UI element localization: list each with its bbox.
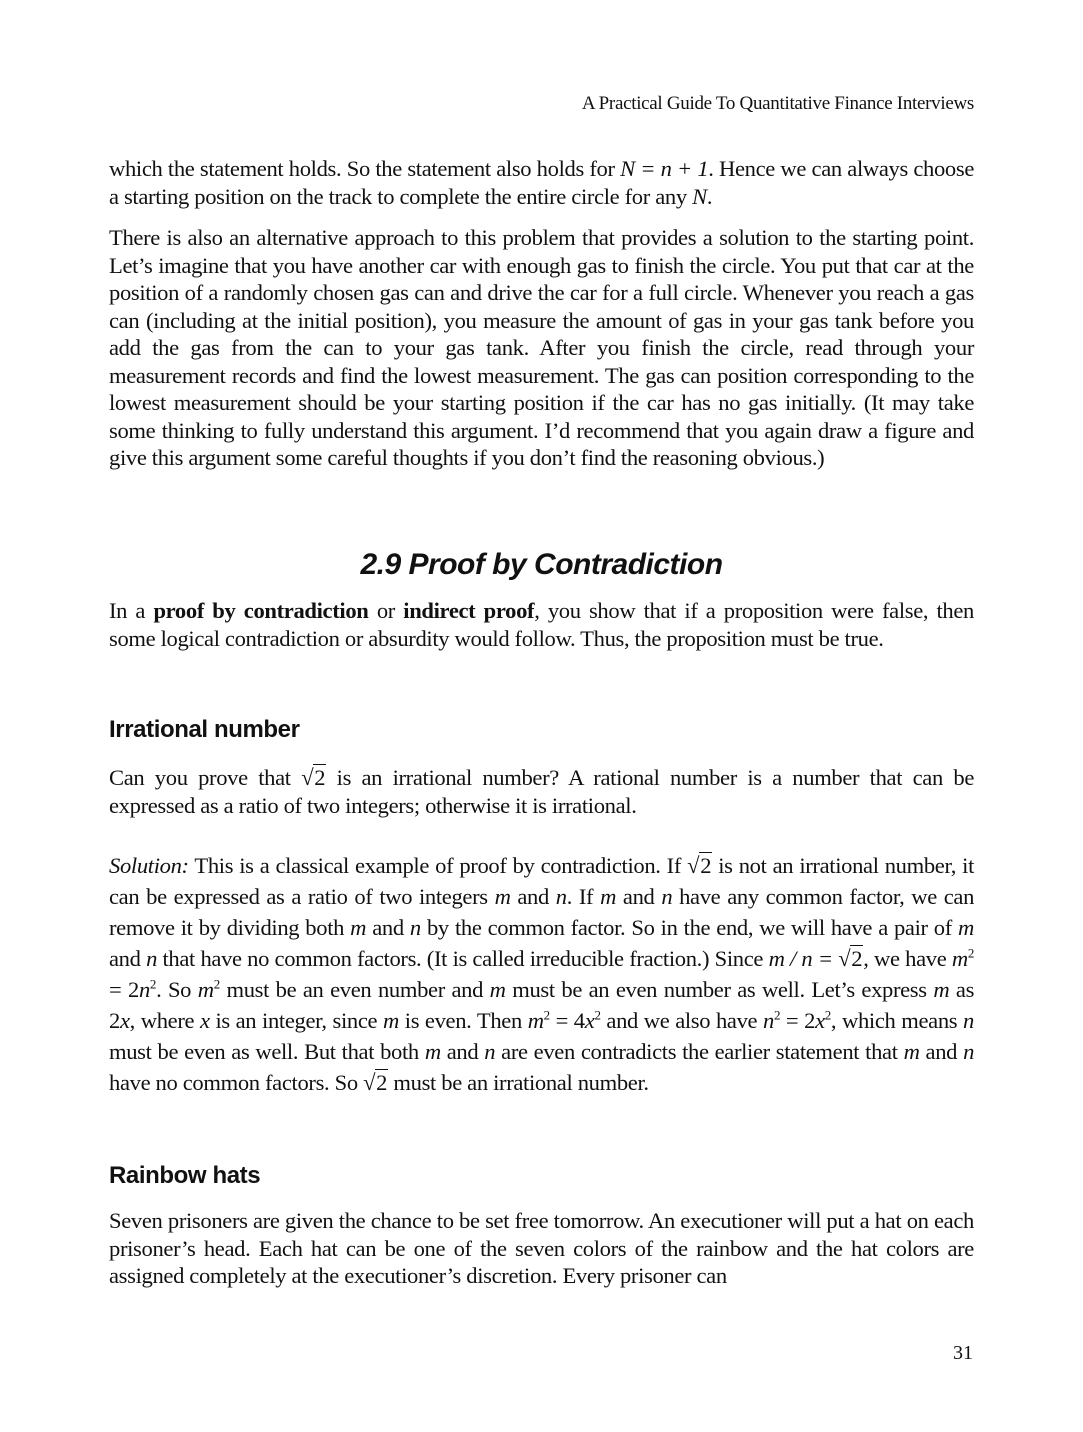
paragraph-section-intro: In a proof by contradiction or indirect proof, you show that if a proposition were false, then some logical contradiction or absurdity would follow. Thus, the proposition must be true. [109,598,975,651]
solution-label: Solution: [109,853,189,878]
sqrt-symbol: √2 [301,765,326,790]
subheading-rainbow-hats: Rainbow hats [109,1162,261,1189]
paragraph-alternative-approach: There is also an alternative approach to this problem that provides a solution to the starting point. Let’s imagine that you have another car with enough gas to finish the circle. You put that car at the position of a randomly chosen gas can and drive the car for a full circle. Whenever you reach a gas can (including at the initial position), you measure the amount of gas in your gas tank before you add the gas from the can to your gas tank. After you finish the circle, read through your measurement records and find the lowest measurement. The gas can position corresponding to the lowest measurement should be your starting position if the car has no gas initially. (It may take some thinking to fully understand this argument. I’d recommend that you again draw a figure and give this argument some careful thoughts if you don’t find the reasoning obvious.) [109,225,974,470]
sqrt-symbol: √2 [838,946,863,971]
running-header: A Practical Guide To Quantitative Finance Interviews [581,93,974,114]
paragraph-irrational-solution: Solution: This is a classical example of proof by contradiction. If √2 is not an irrational number, it can be expressed as a ratio of two integers m and n. If m and n have any common factor, we can remove it by dividing both m and n by the common factor. So in the end, we will have a pair of m and n that have no common factors. (It is called irreducible fraction.) Since m / n = √2, we have $m^2 = 2n^2$. So $m^2$ must be an even number and m must be an even number as well. Let’s express m as 2x, where x is an integer, since m is even. Then $m^2 = 4x^2$ and we also have $n^2 = 2x^2$, which means n must be even as well. But that both m and n are even contradicts the earlier statement that m and n have no common factors. So √2 must be an irrational number. [109,853,975,1095]
subheading-irrational-number: Irrational number [109,716,300,743]
math-expression: N = n + 1 [620,156,709,181]
paragraph-induction-conclusion: which the statement holds. So the statement also holds for N = n + 1. Hence we can always choose a starting position on the track to complete the entire circle for any N. [109,156,974,209]
paragraph-irrational-question: Can you prove that √2 is an irrational number? A rational number is a number that can be expressed as a ratio of two integers; otherwise it is irrational. [109,765,974,818]
term-proof-by-contradiction: proof by contradiction [153,598,369,623]
paragraph-rainbow-hats: Seven prisoners are given the chance to be set free tomorrow. An executioner will put a hat on each prisoner’s head. Each hat can be one of the seven colors of the rainbow and the hat colors are assigned completely at the executioner’s discretion. Every prisoner can [109,1208,974,1288]
term-indirect-proof: indirect proof [403,598,535,623]
sqrt-symbol: √2 [687,853,712,878]
page-number: 31 [953,1342,973,1364]
sqrt-symbol: √2 [363,1070,388,1095]
section-title: 2.9 Proof by Contradiction [360,548,723,581]
